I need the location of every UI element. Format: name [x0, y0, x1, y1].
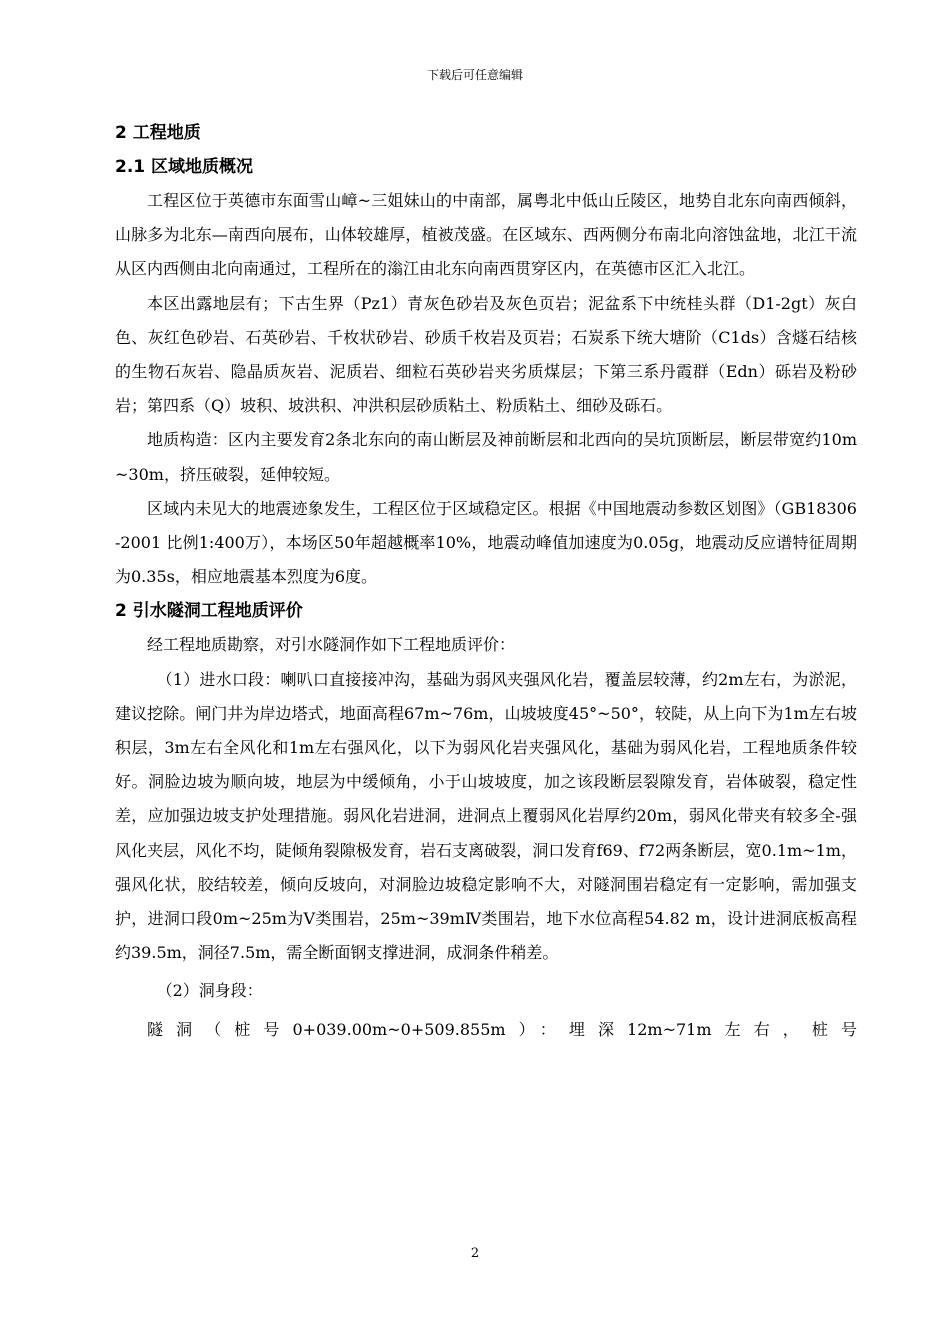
heading-engineering-geology: 2 工程地质 [115, 123, 201, 143]
paragraph-strata: 本区出露地层有；下古生界（Pz1）青灰色砂岩及灰色页岩；泥盆系下中统桂头群（D1-2gt）灰白色、灰红色砂岩、石英砂岩、千枚状砂岩、砂质千枚岩及页岩；石炭系下统大塘阶（C1ds）含燧石结核的生物石灰岩、隐晶质灰岩、泥质岩、细粒石英砂岩夹劣质煤层；下第三系丹霞群（Edn）砾岩及粉砂岩；第四系（Q）坡积、坡洪积、冲洪积层砂质粘土、粉质粘土、细砂及砾石。 [115, 293, 857, 416]
heading-regional-geology: 2.1 区域地质概况 [115, 157, 254, 177]
heading-tunnel-evaluation: 2 引水隧洞工程地质评价 [115, 601, 303, 622]
page-number: 2 [470, 1246, 480, 1261]
paragraph-intake-section: （1）进水口段：喇叭口直接接冲沟，基础为弱风夹强风化岩，覆盖层较薄，约2m左右，为淤泥，建议挖除。闸门井为岸边塔式，地面高程67m~76m，山坡坡度45°~50°，较陡，从上向下为1m左右坡积层，3m左右全风化和1m左右强风化，以下为弱风化岩夹强风化，基础为弱风化岩，工程地质条件较好。洞脸边坡为顺向坡，地层为中缓倾角，小于山坡坡度，加之该段断层裂隙发育，岩体破裂，稳定性差，应加强边坡支护处理措施。弱风化岩进洞，进洞点上覆弱风化岩厚约20m，弱风化带夹有较多全-强风化夹层，风化不均，陡倾角裂隙极发育，岩石支离破裂，洞口发育f69、f72两条断层，宽0.1m~1m，强风化状，胶结较差，倾向反坡向，对洞脸边坡稳定影响不大，对隧洞围岩稳定有一定影响，需加强支护，进洞口段0m~25m为Ⅴ类围岩，25m~39mⅣ类围岩，地下水位高程54.82 m，设计进洞底板高程约39.5m，洞径7.5m，需全断面钢支撑进洞，成洞条件稍差。 [115, 669, 857, 963]
document-body [115, 116, 857, 1047]
paragraph-evaluation-intro: 经工程地质勘察，对引水隧洞作如下工程地质评价： [147, 635, 516, 655]
paragraph-structure: 地质构造：区内主要发育2条北东向的南山断层及神前断层和北西向的吴坑顶断层，断层带宽约10m~30m，挤压破裂，延伸较短。 [115, 430, 857, 484]
paragraph-tunnel-body-heading: （2）洞身段： [156, 981, 263, 1001]
paragraph-regional-overview: 工程区位于英德市东面雪山嶂~三姐妹山的中南部，属粤北中低山丘陵区，地势自北东向南西倾斜，山脉多为北东—南西向展布，山体较雄厚，植被茂盛。在区域东、西两侧分布南北向溶蚀盆地，北江干流从区内西侧由北向南通过，工程所在的滃江由北东向南西贯穿区内，在英德市区汇入北江。 [115, 191, 857, 279]
paragraph-seismic: 区域内未见大的地震迹象发生，工程区位于区域稳定区。根据《中国地震动参数区划图》（GB18306-2001 比例1:400万），本场区50年超越概率10%，地震动峰值加速度为0.05g，地震动反应谱特征周期为0.35s，相应地震基本烈度为6度。 [115, 498, 857, 587]
page-header: 下载后可任意编辑 [426, 68, 523, 82]
paragraph-tunnel-stations: 隧洞（桩号0+039.00m~0+509.855m）：埋深12m~71m左右，桩号 [147, 1019, 857, 1039]
